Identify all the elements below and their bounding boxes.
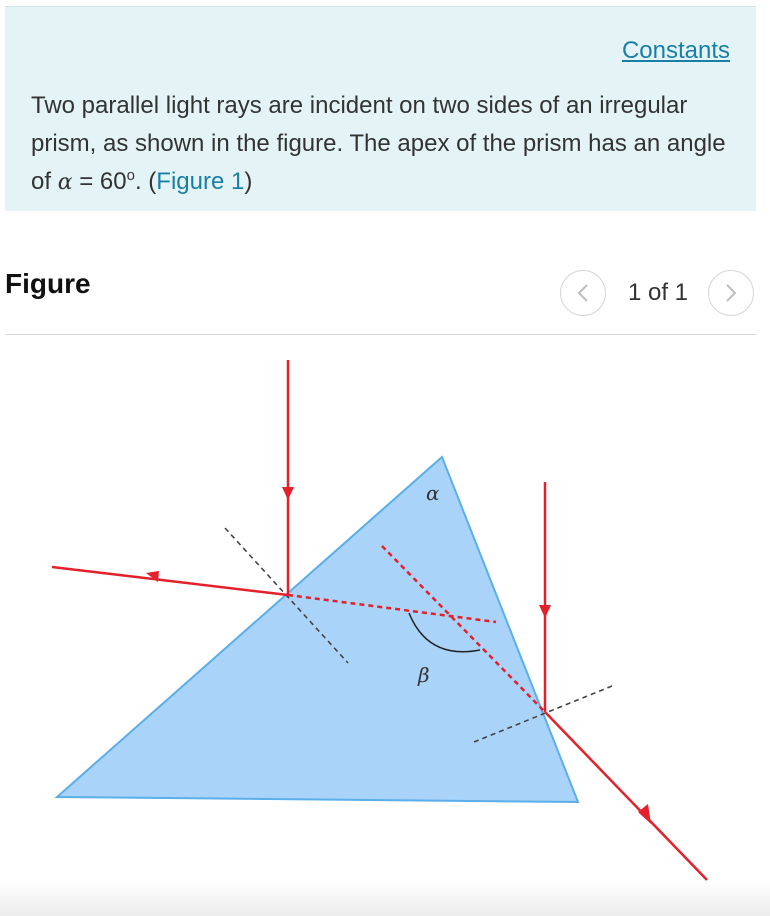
chevron-right-icon [724,283,738,303]
angle-value: 60 [99,168,127,195]
figure-title: Figure [5,268,91,299]
figure-pager [560,269,754,317]
bottom-shadow [0,880,770,916]
arrowhead-right-incident [539,605,551,618]
page-indicator: 1 of 1 [627,279,688,306]
figure-1-link[interactable]: Figure 1 [156,168,245,195]
previous-figure-button[interactable] [560,270,606,316]
arrowhead-left-reflected [146,571,159,582]
equals-sign: = [72,168,100,195]
arrowhead-right-reflected [638,804,651,824]
alpha-label: α [426,481,440,505]
problem-statement-panel [5,6,756,211]
reflected-ray-left [52,567,288,595]
chevron-left-icon [576,283,590,303]
arrowhead-left-incident [282,487,294,500]
alpha-symbol: α [57,170,73,195]
prism-diagram [0,340,770,885]
beta-label: β [418,663,430,687]
problem-text-part2: . ( [134,168,157,195]
problem-text [31,87,731,202]
next-figure-button[interactable] [708,270,754,316]
figure-header [5,262,756,335]
problem-text-part3: ) [244,168,253,195]
problem-text-part1: Two parallel light rays are incident on two sides of an irregular prism, as shown in the figure. The apex of the prism has an angle of [31,92,726,195]
constants-link[interactable]: Constants [621,37,730,64]
degree-superscript: o [126,167,135,184]
